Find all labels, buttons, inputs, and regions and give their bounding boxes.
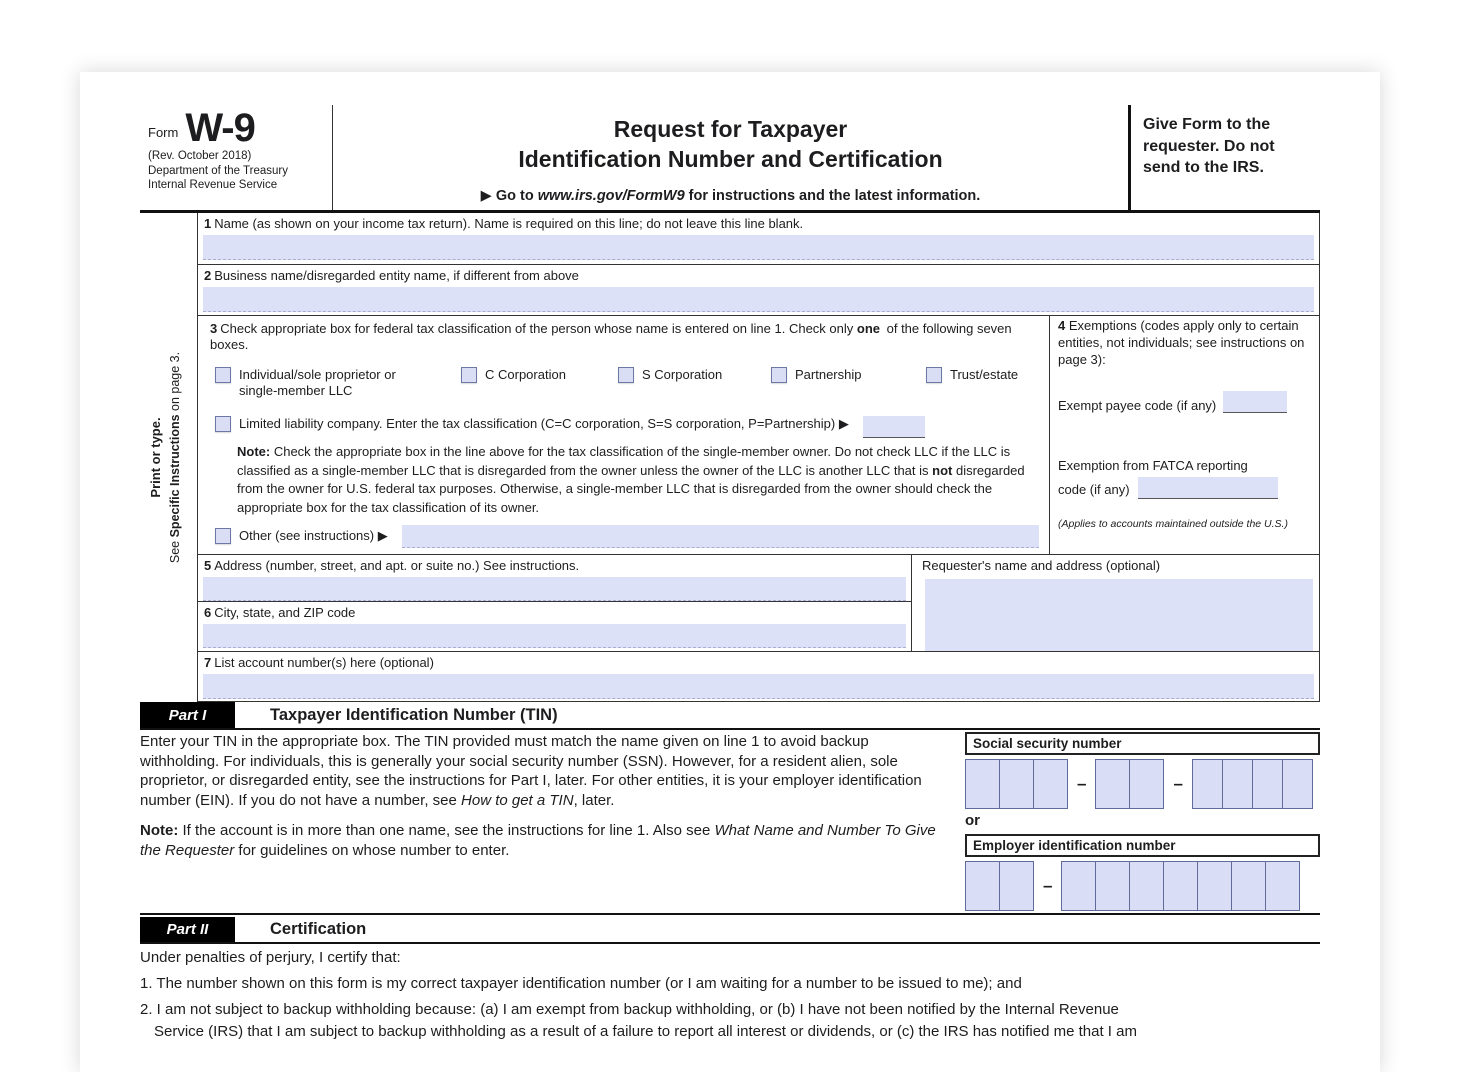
line4-label: 4 Exemptions (codes apply only to certain entities, not individuals; see instructions on page 3): [1058,318,1305,367]
ssn-header: Social security number [965,732,1320,755]
ssn-digit-row [965,759,1320,809]
line7-label: 7 List account number(s) here (optional) [204,655,434,670]
ein-digit-cell[interactable] [1129,861,1164,911]
exempt-payee-row: Exempt payee code (if any) [1058,391,1311,413]
checkbox-s-corporation[interactable] [618,367,634,383]
applies-note: (Applies to accounts maintained outside the U.S.) [1058,517,1288,530]
ein-digit-cell[interactable] [1095,861,1130,911]
line2-row [198,265,1319,316]
checkbox-item-c-corporation[interactable]: C Corporation [461,367,618,401]
print-or-type-sidebar: Print or type. See Specific Instructions on page 3. [148,351,183,564]
ein-digit-cell[interactable] [965,861,1000,911]
line3-classification-section [198,316,1049,554]
line6-label: 6 City, state, and ZIP code [204,605,356,620]
form-word: Form [148,125,179,140]
name-input[interactable] [203,235,1314,260]
form-header [140,105,1320,213]
part1-title: Taxpayer Identification Number (TIN) [270,705,558,724]
form-number: W-9 [185,106,255,150]
exempt-payee-code-input[interactable] [1223,391,1287,413]
ein-digit-cell[interactable] [1163,861,1198,911]
fatca-row: Exemption from FATCA reporting code (if any) [1058,457,1311,499]
ein-digit-cell[interactable] [1265,861,1300,911]
address-input[interactable] [203,577,906,601]
ssn-digit-cell[interactable] [1252,759,1283,809]
ssn-digit-cell[interactable] [1192,759,1223,809]
w9-form-page [80,72,1380,1072]
part2-certification-text [140,949,1320,1040]
llc-classification-input[interactable] [863,416,925,438]
fatca-code-input[interactable] [1138,477,1278,499]
ein-digit-cell[interactable] [1197,861,1232,911]
give-form-notice: Give Form to the requester. Do not send to the IRS. [1128,105,1320,210]
ein-digit-cell[interactable] [1061,861,1096,911]
line5-line6-row [198,555,1319,652]
ein-digit-row [965,861,1320,911]
or-text: or [965,812,980,829]
form-fields-box [197,213,1320,702]
line1-label: 1 Name (as shown on your income tax return). Name is required on this line; do not leave this line blank. [204,216,804,231]
part1-paragraph: Enter your TIN in the appropriate box. The TIN provided must match the name given on line 1 to avoid backup withholding. For individuals, this is generally your social security number (SSN). However, for a resident alien, sole proprietor, or disregarded entity, see the instructions for Part I, later. For other entities, it is your employer identification number (EIN). If you do not have a number, see How to get a TIN, later. [140,733,922,809]
checkbox-llc[interactable] [215,416,231,432]
form-department: Department of the Treasury Internal Revenue Service [148,165,288,191]
requester-section [911,555,1319,651]
form-title-block [333,105,1128,210]
checkbox-partnership[interactable] [771,367,787,383]
ein-dash: – [1043,876,1053,895]
address-section [198,555,911,651]
checkbox-trust-estate[interactable] [926,367,942,383]
requester-input[interactable] [925,579,1313,651]
ssn-digit-cell[interactable] [999,759,1034,809]
ssn-digit-cell[interactable] [1282,759,1313,809]
ssn-digit-cell[interactable] [1222,759,1253,809]
ssn-digit-cell[interactable] [1033,759,1068,809]
line6-row [198,602,911,648]
part2-chip: Part II [140,917,235,942]
line1-row [198,213,1319,265]
ein-header: Employer identification number [965,834,1320,857]
part1-note: Note: If the account is in more than one name, see the instructions for line 1. Also see What Name and Number To Give the Requester for guidelines on whose number to enter. [140,822,936,859]
ssn-digit-cell[interactable] [1129,759,1164,809]
certification-item-2: 2. I am not subject to backup withholding because: (a) I am exempt from backup withholding, or (b) I have not been notified by the Internal Revenue [140,1001,1119,1018]
form-revision: (Rev. October 2018) [148,150,252,162]
city-state-zip-input[interactable] [203,624,906,648]
other-row: Other (see instructions) ▶ [204,525,1043,548]
line5-row [198,555,911,602]
checkbox-item-partnership[interactable]: Partnership [771,367,926,401]
checkbox-item-s-corporation[interactable]: S Corporation [618,367,771,401]
part1-instructions [140,732,952,860]
checkbox-c-corporation[interactable] [461,367,477,383]
part1-bar [140,702,1320,730]
line5-label: 5 Address (number, street, and apt. or suite no.) See instructions. [204,558,580,573]
requester-label: Requester's name and address (optional) [922,558,1161,573]
line7-row [198,652,1319,702]
form-title: Request for Taxpayer Identification Number and Certification [518,116,943,173]
classification-checkboxes [204,367,1043,401]
certification-item-2-continued: Service (IRS) that I am subject to backup withholding as a result of a failure to report all interest or dividends, or (c) the IRS has notified me that I am [154,1023,1137,1040]
part2-bar [140,917,1320,944]
ein-digit-cell[interactable] [999,861,1034,911]
line3-line4-row [198,316,1319,555]
checkbox-individual[interactable] [215,367,231,383]
tin-boxes-area [965,732,1320,911]
ssn-dash: – [1173,774,1183,793]
certification-intro: Under penalties of perjury, I certify that: [140,949,401,966]
part2-title: Certification [270,920,367,938]
sidebar-instructions: See Specific Instructions on page 3. [168,351,183,564]
ssn-digit-cell[interactable] [965,759,1000,809]
llc-row: Limited liability company. Enter the tax classification (C=C corporation, S=S corporation, P=Partnership) ▶ [204,416,1043,438]
form-id-block [140,105,333,210]
part1-chip: Part I [140,702,235,728]
line2-label: 2 Business name/disregarded entity name, if different from above [204,268,579,283]
line4-exemptions-section [1049,316,1319,554]
ssn-dash: – [1077,774,1087,793]
goto-instructions-line: ▶ Go to www.irs.gov/FormW9 for instructions and the latest information. [480,188,981,204]
ein-digit-cell[interactable] [1231,861,1266,911]
other-input[interactable] [402,525,1039,548]
irs-url: www.irs.gov/FormW9 [537,188,685,204]
llc-note: Note: Check the appropriate box in the line above for the tax classification of the single-member owner. Do not check LLC if the LLC is classified as a single-member LLC that is disregarded from the owner unless the owner of the LLC is another LLC that is not disregarded from the owner for U.S. federal tax purposes. Otherwise, a single-member LLC that is disregarded from the owner should check the appropriate box for the tax classification of its owner. [237,444,1025,516]
account-numbers-input[interactable] [203,674,1314,699]
checkbox-item-individual[interactable]: Individual/sole proprietor or single-member LLC [215,367,461,401]
business-name-input[interactable] [203,287,1314,312]
line3-label: 3 Check appropriate box for federal tax classification of the person whose name is entered on line 1. Check only one of the following seven boxes. [210,321,1012,353]
ssn-digit-cell[interactable] [1095,759,1130,809]
part1-bottom-rule [140,913,1320,915]
checkbox-item-trust-estate[interactable]: Trust/estate [926,367,1018,401]
checkbox-other[interactable] [215,528,231,544]
certification-item-1: 1. The number shown on this form is my correct taxpayer identification number (or I am waiting for a number to be issued to me); and [140,975,1022,992]
